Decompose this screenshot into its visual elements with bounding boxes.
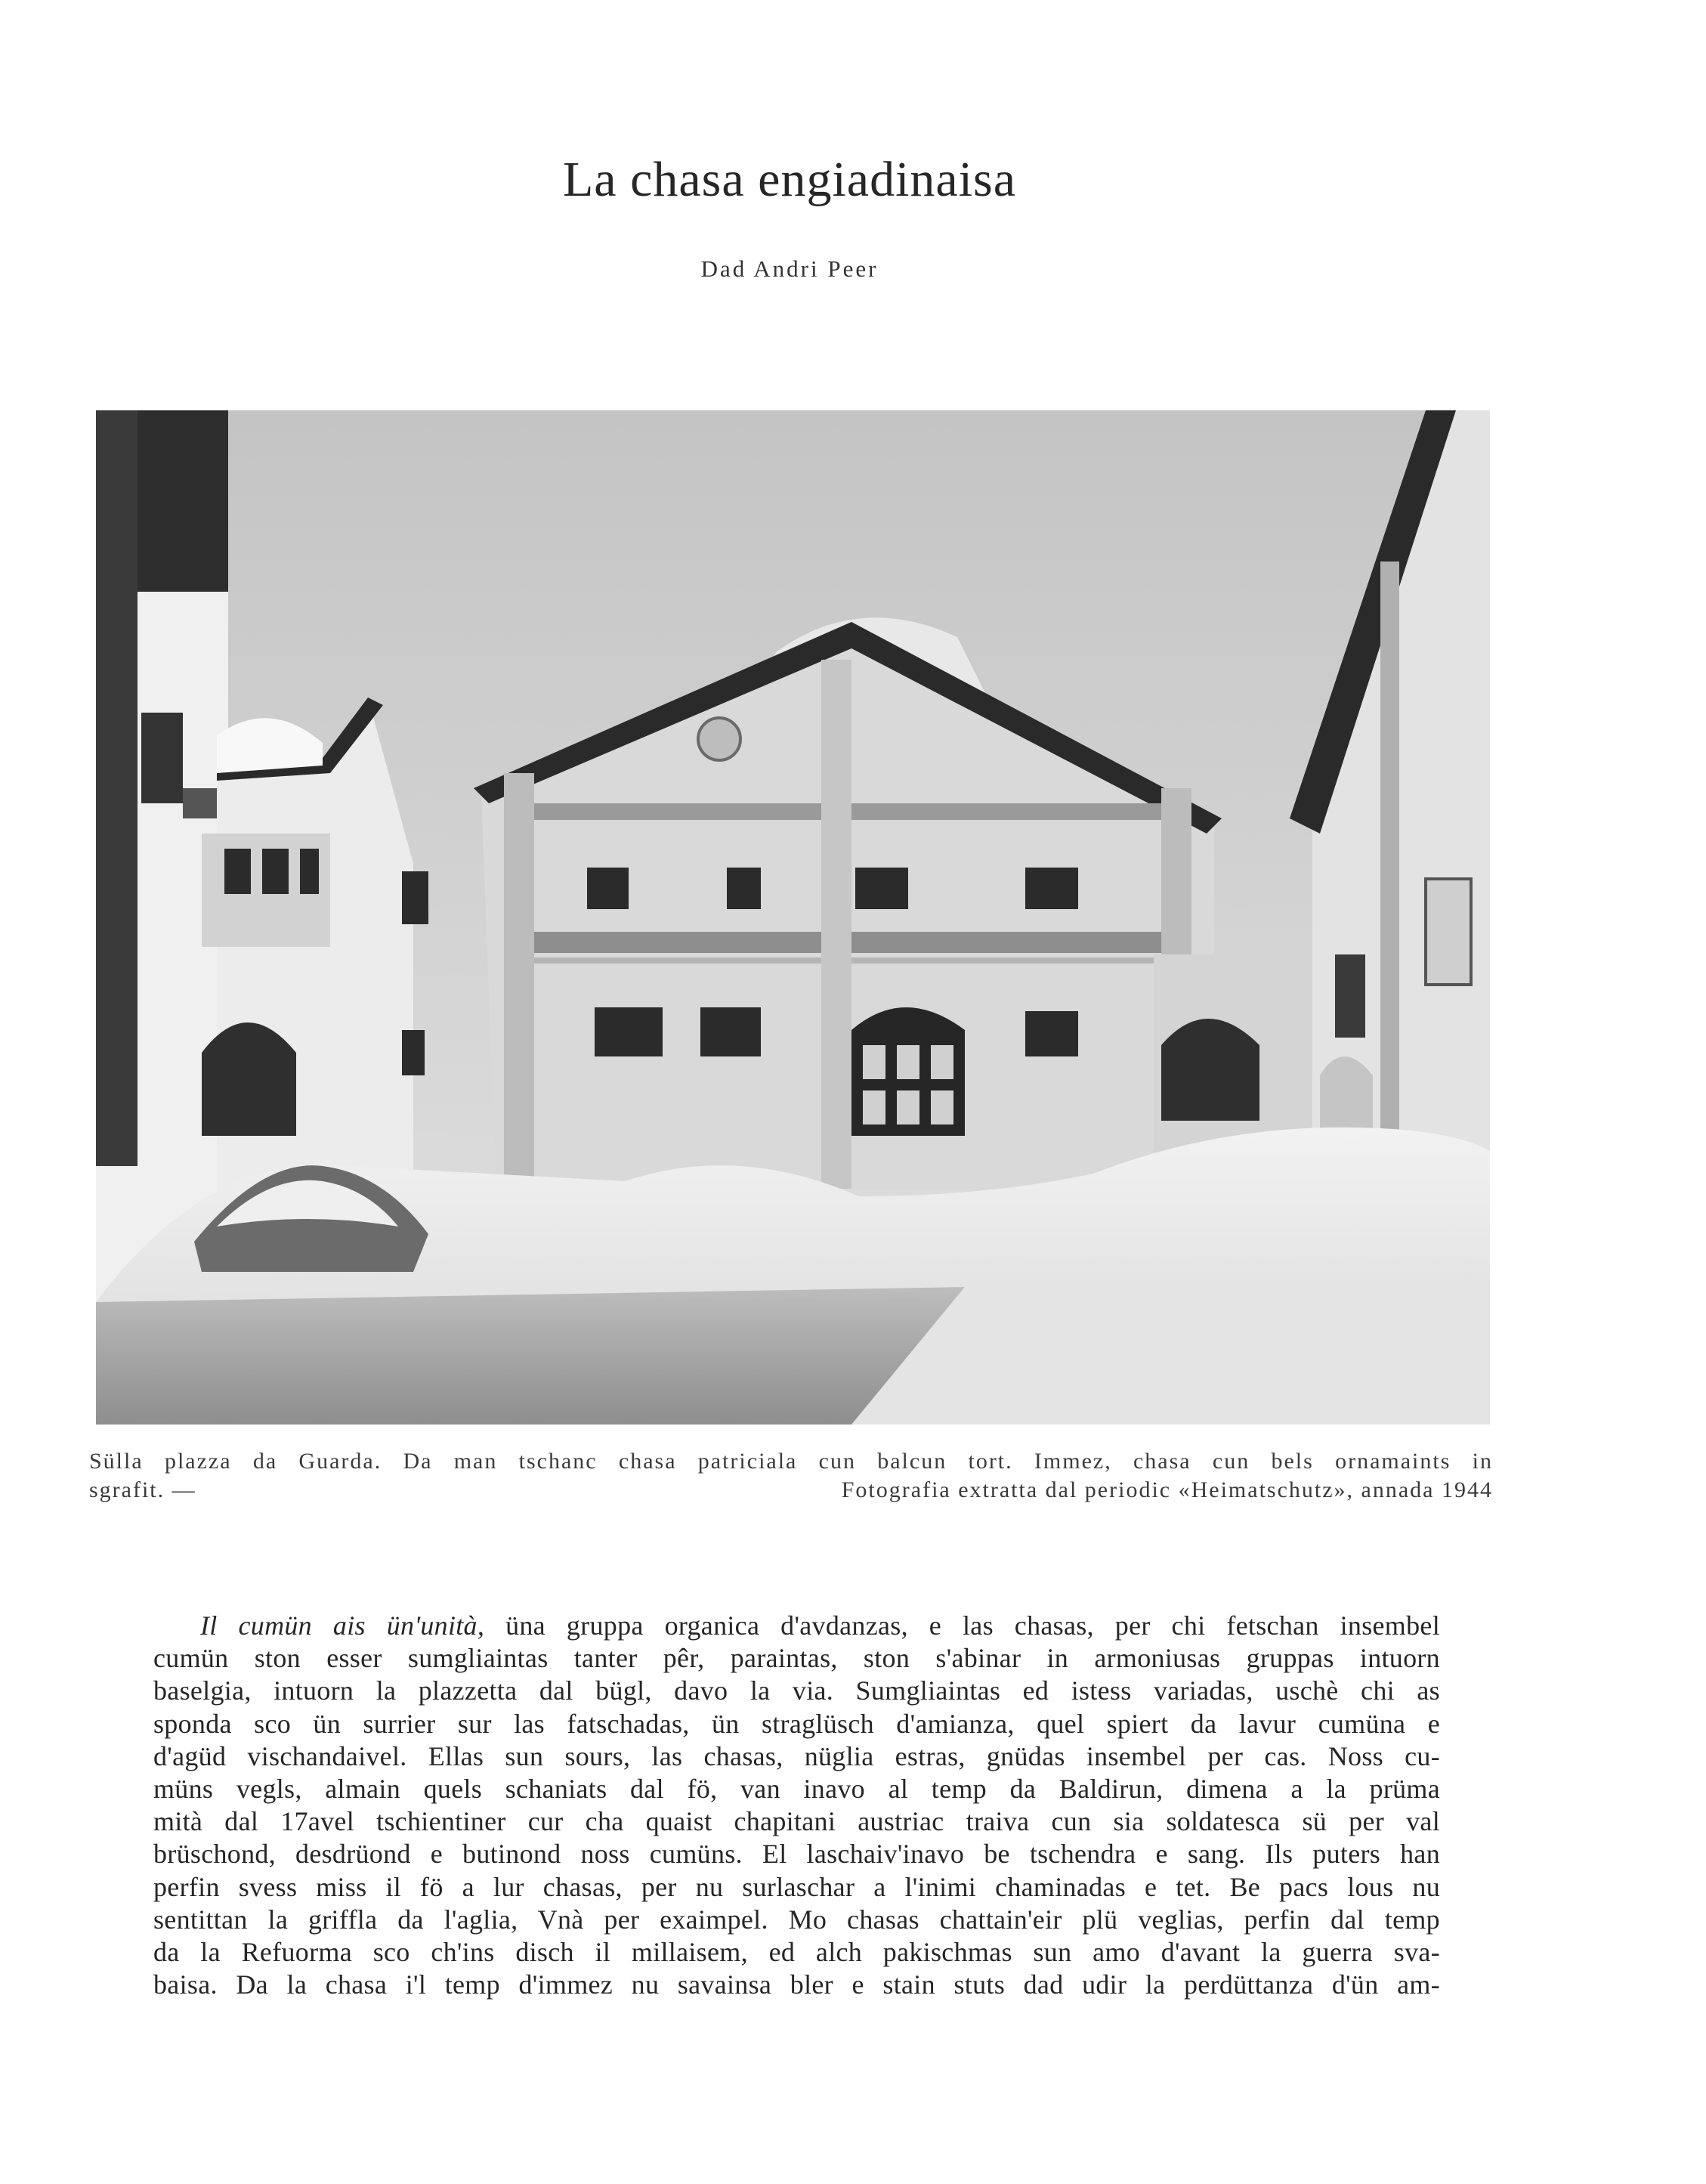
- article-photo: [96, 410, 1490, 1425]
- article-title: La chasa engiadinaisa: [562, 152, 1017, 207]
- body-line: d'agüd vischandaivel. Ellas sun sours, las chasas, nüglia estras, gnüdas insembel per cas. Noss cu-: [153, 1740, 1440, 1771]
- body-line: perfin svess miss il fö a lur chasas, per nu surlaschar a l'inimi chaminadas e tet. Be pacs lous nu: [153, 1871, 1440, 1902]
- lead-phrase: Il cumün ais ün'unità,: [200, 1610, 485, 1641]
- caption-credit: Fotografia extratta dal periodic «Heimatschutz», annada 1944: [841, 1477, 1493, 1502]
- body-line: cumün ston esser sumgliaintas tanter pêr, paraintas, ston s'abinar in armoniusas gruppas intuorn: [153, 1643, 1440, 1674]
- body-line: baselgia, intuorn la plazzetta dal bügl, davo la via. Sumgliaintas ed istess variadas, uschè chi as: [153, 1675, 1440, 1706]
- body-line: baisa. Da la chasa i'l temp d'immez nu savainsa bler e stain stuts dad udir la perdüttanza d'ün am-: [153, 1969, 1440, 2000]
- photo-caption: [89, 1447, 1493, 1505]
- article-body: [153, 1610, 1440, 2001]
- body-line: da la Refuorma sco ch'ins disch il millaisem, ed alch pakischmas sun amo d'avant la guerra sva-: [153, 1937, 1440, 1968]
- body-line: sentittan la griffla da l'aglia, Vnà per exaimpel. Mo chasas chattain'eir plü veglias, perfin dal temp: [153, 1904, 1440, 1935]
- body-line: brüschond, desdrüond e butinond noss cumüns. El laschaiv'inavo be tschendra e sang. Ils puters han: [153, 1839, 1440, 1870]
- body-line: sponda sco ün surrier sur las fatschadas, ün straglüsch d'amianza, quel spiert da lavur cumüna e: [153, 1708, 1440, 1739]
- caption-line-1: Sülla plazza da Guarda. Da man tschanc chasa patriciala cun balcun tort. Immez, chasa cun bels ornamaints in: [89, 1449, 1493, 1474]
- body-line: müns vegls, almain quels schaniats dal fö, van inavo al temp da Baldirun, dimena a la prüma: [153, 1774, 1440, 1805]
- body-line: Il cumün ais ün'unità, üna gruppa organica d'avdanzas, e las chasas, per chi fetschan insembel: [200, 1610, 1440, 1641]
- caption-line-2-left: sgrafit. —: [89, 1477, 196, 1502]
- article-author: Dad Andri Peer: [700, 255, 879, 282]
- body-line: mità dal 17avel tschientiner cur cha quaist chapitani austriac traiva cun sia soldatesca sü per val: [153, 1806, 1440, 1837]
